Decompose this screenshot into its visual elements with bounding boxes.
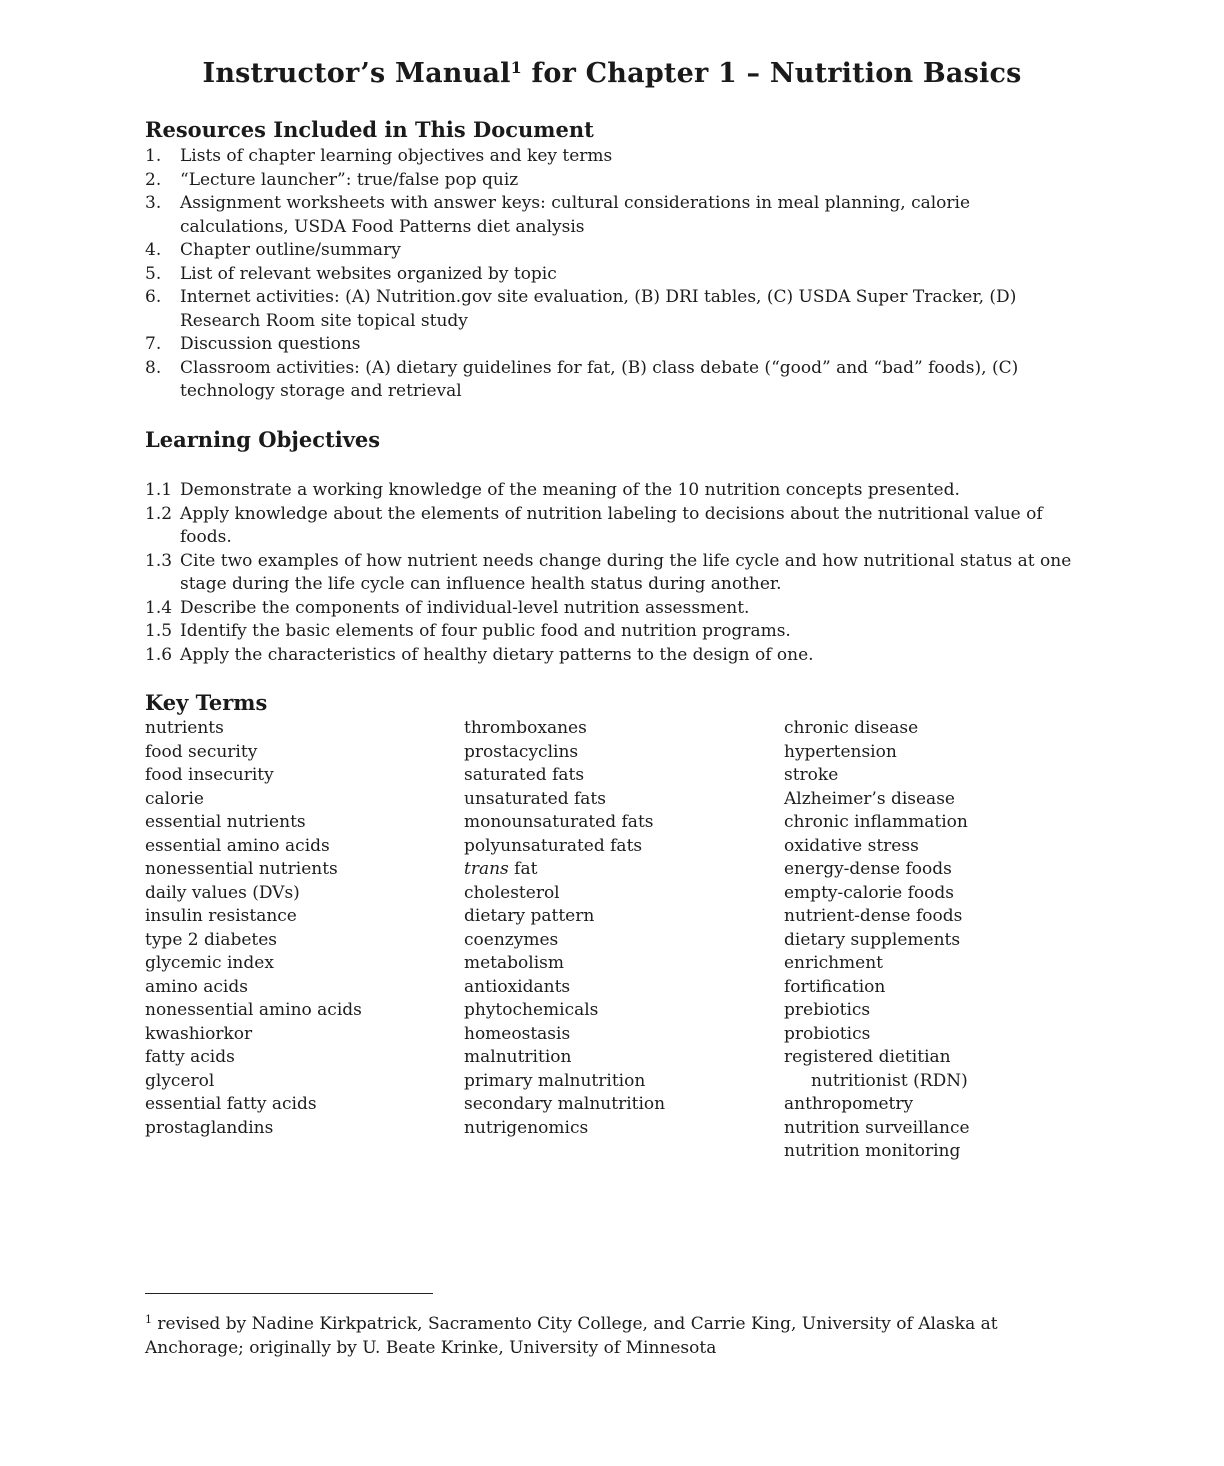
- list-item: secondary malnutrition: [464, 1094, 666, 1114]
- list-item: nutrient-dense foods: [784, 906, 963, 926]
- list-item: essential amino acids: [145, 835, 330, 856]
- key-terms-column-3: [784, 717, 970, 1164]
- page-title: [0, 58, 1224, 89]
- list-item: prostaglandins: [145, 1117, 274, 1138]
- title-text-rest: for Chapter 1 – Nutrition Basics: [521, 58, 1022, 89]
- list-item: 2. “Lecture launcher”: true/false pop quiz: [145, 169, 519, 190]
- list-item: kwashiorkor: [145, 1023, 253, 1044]
- list-item: primary malnutrition: [464, 1070, 646, 1091]
- list-item: daily values (DVs): [145, 882, 300, 903]
- list-item: saturated fats: [464, 765, 585, 785]
- list-item: 4. Chapter outline/summary: [145, 240, 401, 260]
- list-item: 6. Internet activities: (A) Nutrition.gov site evaluation, (B) DRI tables, (C) USDA Super Tracker, (D) Research Room site topical study: [145, 287, 1017, 331]
- list-item: thromboxanes: [464, 718, 587, 738]
- title-footnote-mark: 1: [510, 58, 522, 77]
- list-item: nutrients: [145, 718, 224, 738]
- list-item: prostacyclins: [464, 741, 579, 762]
- list-item: phytochemicals: [464, 1000, 599, 1020]
- list-item: coenzymes: [464, 929, 559, 950]
- list-item: stroke: [784, 765, 839, 785]
- list-item: food security: [145, 741, 258, 762]
- list-item: nonessential amino acids: [145, 1000, 362, 1020]
- objectives-list: [145, 479, 1075, 667]
- list-item: malnutrition: [464, 1047, 572, 1067]
- footnote: [145, 1308, 1085, 1360]
- list-item: insulin resistance: [145, 906, 297, 926]
- list-item: chronic inflammation: [784, 812, 968, 832]
- list-item: 1.2 Apply knowledge about the elements of nutrition labeling to decisions about the nutritional value of foods.: [145, 503, 1043, 547]
- list-item: essential fatty acids: [145, 1094, 317, 1114]
- list-item: nutrition monitoring: [784, 1141, 961, 1161]
- list-item: 7. Discussion questions: [145, 334, 361, 354]
- list-item: type 2 diabetes: [145, 929, 278, 950]
- key-terms-column-2: [464, 717, 665, 1140]
- list-item: nonessential nutrients: [145, 859, 338, 879]
- list-item: food insecurity: [145, 765, 274, 785]
- list-item: essential nutrients: [145, 812, 306, 832]
- list-item: trans fat: [464, 859, 538, 879]
- title-text: Instructor’s Manual: [202, 58, 511, 89]
- list-item: calorie: [145, 788, 204, 809]
- list-item: monounsaturated fats: [464, 812, 654, 832]
- list-item: homeostasis: [464, 1023, 571, 1044]
- list-item: 8. Classroom activities: (A) dietary guidelines for fat, (B) class debate (“good” and “bad” foods), (C) technology storage and retrieval: [145, 357, 1019, 401]
- list-item: empty-calorie foods: [784, 882, 954, 903]
- list-item: 5. List of relevant websites organized by topic: [145, 263, 557, 284]
- list-item: enrichment: [784, 953, 884, 973]
- list-item: chronic disease: [784, 718, 919, 738]
- list-item: unsaturated fats: [464, 788, 606, 809]
- list-item: metabolism: [464, 953, 564, 973]
- list-item: dietary pattern: [464, 906, 595, 926]
- list-item: dietary supplements: [784, 929, 961, 950]
- list-item: polyunsaturated fats: [464, 835, 643, 856]
- list-item: 1.6 Apply the characteristics of healthy dietary patterns to the design of one.: [145, 644, 814, 665]
- list-item: nutrition surveillance: [784, 1117, 970, 1138]
- list-item: oxidative stress: [784, 835, 919, 856]
- list-item: hypertension: [784, 741, 897, 762]
- list-item: Alzheimer’s disease: [784, 788, 955, 809]
- list-item: 1.5 Identify the basic elements of four public food and nutrition programs.: [145, 621, 791, 641]
- list-item: nutritionist (RDN): [811, 1070, 968, 1091]
- list-item: glycemic index: [145, 953, 274, 973]
- resources-heading: Resources Included in This Document: [145, 117, 594, 142]
- key-terms-column-1: [145, 717, 362, 1140]
- list-item: anthropometry: [784, 1094, 914, 1114]
- trans-term: trans: [464, 859, 509, 879]
- footnote-divider: [145, 1293, 433, 1294]
- list-item: fatty acids: [145, 1047, 235, 1067]
- footnote-text: revised by Nadine Kirkpatrick, Sacramento City College, and Carrie King, University of Alaska at Anchorage; originally by U. Beate Krinke, University of Minnesota: [145, 1314, 998, 1358]
- list-item: nutrigenomics: [464, 1117, 589, 1138]
- list-item: glycerol: [145, 1070, 215, 1091]
- resources-list: [145, 145, 1075, 404]
- list-item: prebiotics: [784, 1000, 871, 1020]
- list-item: energy-dense foods: [784, 859, 952, 879]
- list-item: antioxidants: [464, 976, 571, 997]
- objectives-heading: Learning Objectives: [145, 427, 381, 452]
- list-item: registered dietitian: [784, 1047, 951, 1067]
- list-item: 3. Assignment worksheets with answer keys: cultural considerations in meal planning, calorie calculations, USDA Food Patterns diet analysis: [145, 193, 971, 237]
- list-item: 1. Lists of chapter learning objectives and key terms: [145, 146, 613, 166]
- list-item: probiotics: [784, 1023, 871, 1044]
- list-item: 1.1 Demonstrate a working knowledge of the meaning of the 10 nutrition concepts presented.: [145, 480, 960, 500]
- list-item: amino acids: [145, 976, 248, 997]
- key-terms-heading: Key Terms: [145, 690, 268, 715]
- list-item: 1.3 Cite two examples of how nutrient needs change during the life cycle and how nutritional status at one stage during the life cycle can influence health status during another.: [145, 550, 1072, 594]
- list-item: 1.4 Describe the components of individual-level nutrition assessment.: [145, 597, 750, 618]
- list-item: cholesterol: [464, 882, 560, 903]
- footnote-mark: 1: [145, 1313, 152, 1326]
- list-item: fortification: [784, 976, 886, 997]
